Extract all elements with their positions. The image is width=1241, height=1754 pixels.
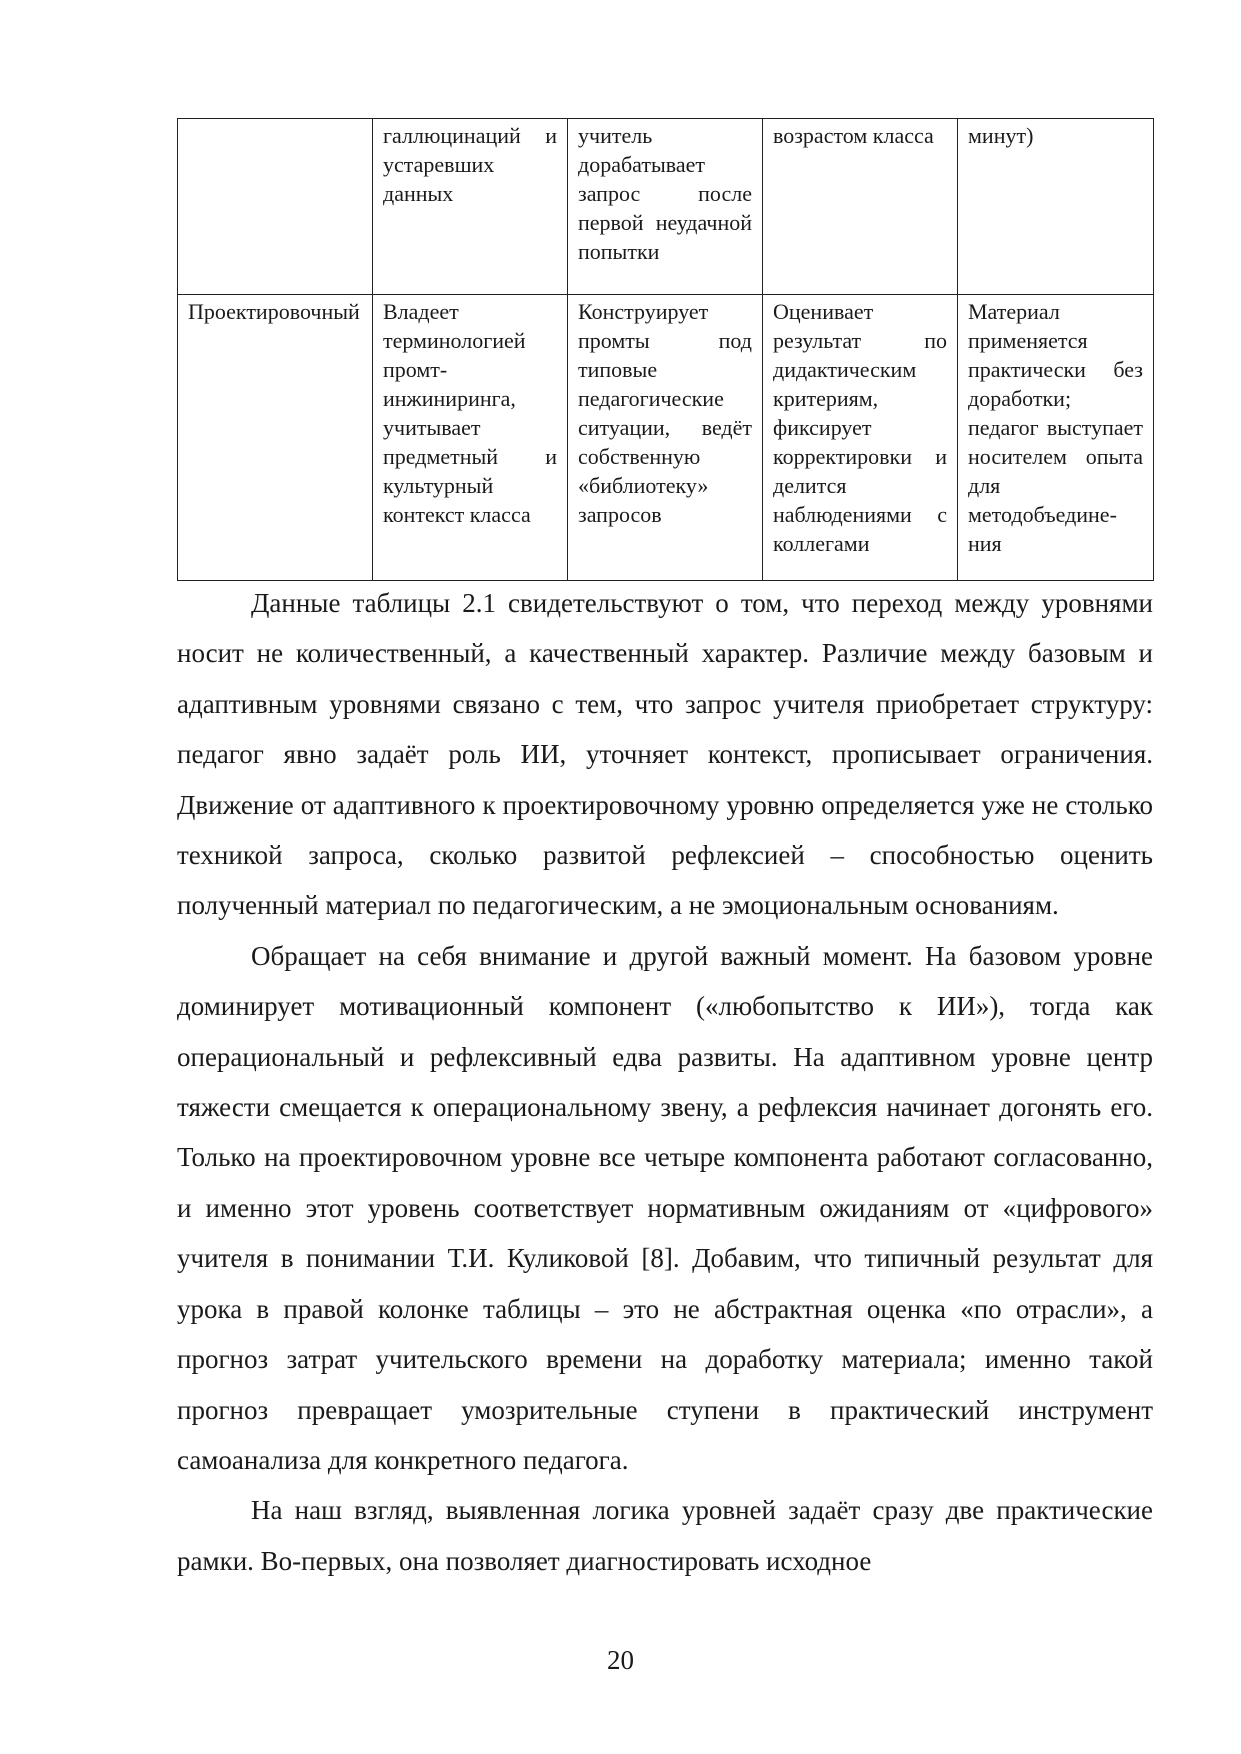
table-cell: Владеет терминологией промт-инжиниринга, учитывает предметный и культурный контекст класса [373, 295, 568, 581]
page-number: 20 [607, 1645, 634, 1675]
table-cell: учитель дорабатывает запрос после первой неудачной попытки [568, 119, 763, 295]
levels-table-continuation [177, 118, 1154, 581]
table-cell-level: Проектировочный [178, 295, 373, 581]
table-row [178, 295, 1154, 581]
table-cell: минут) [958, 119, 1154, 295]
paragraph: Обращает на себя внимание и другой важный момент. На базовом уровне доминирует мотивационный компонент («любопытство к ИИ»), тогда как операциональный и рефлексивный едва развиты. На адаптивном уровне центр тяжести смещается к операциональному звену, а рефлексия начинает догонять его. Только на проектировочном уровне все четыре компонента работают согласованно, и именно этот уровень соответствует нормативным ожиданиям от «цифрового» учителя в понимании Т.И. Куликовой [8]. Добавим, что типичный результат для урока в правой колонке таблицы – это не абстрактная оценка «по отрасли», а прогноз затрат учительского времени на доработку материала; именно такой прогноз превращает умозрительные ступени в практический инструмент самоанализа для конкретного педагога. [177, 940, 1153, 1475]
table-cell: Материал применяется практически без доработки; педагог выступает носителем опыта для методобъединения [958, 295, 1154, 581]
table-cell: Оценивает результат по дидактическим критериям, фиксирует корректировки и делится наблюдениями с коллегами [763, 295, 958, 581]
table-cell: Конструирует промты под типовые педагогические ситуации, ведёт собственную «библиотеку» запросов [568, 295, 763, 581]
table-cell: возрастом класса [763, 119, 958, 295]
paragraph: Данные таблицы 2.1 свидетельствуют о том, что переход между уровнями носит не количественный, а качественный характер. Различие между базовым и адаптивным уровнями связано с тем, что запрос учителя приобретает структуру: педагог явно задаёт роль ИИ, уточняет контекст, прописывает ограничения. Движение от адаптивного к проектировочному уровню определяется уже не столько техникой запроса, сколько развитой рефлексией – способностью оценить полученный материал по педагогическим, а не эмоциональным основаниям. [177, 588, 1153, 921]
table-cell: галлюцинаций и устаревших данных [373, 119, 568, 295]
body-text [177, 578, 1153, 1586]
table-cell-level [178, 119, 373, 295]
table-row [178, 119, 1154, 295]
paragraph: На наш взгляд, выявленная логика уровней задаёт сразу две практические рамки. Во-первых, она позволяет диагностировать исходное [177, 1495, 1153, 1576]
